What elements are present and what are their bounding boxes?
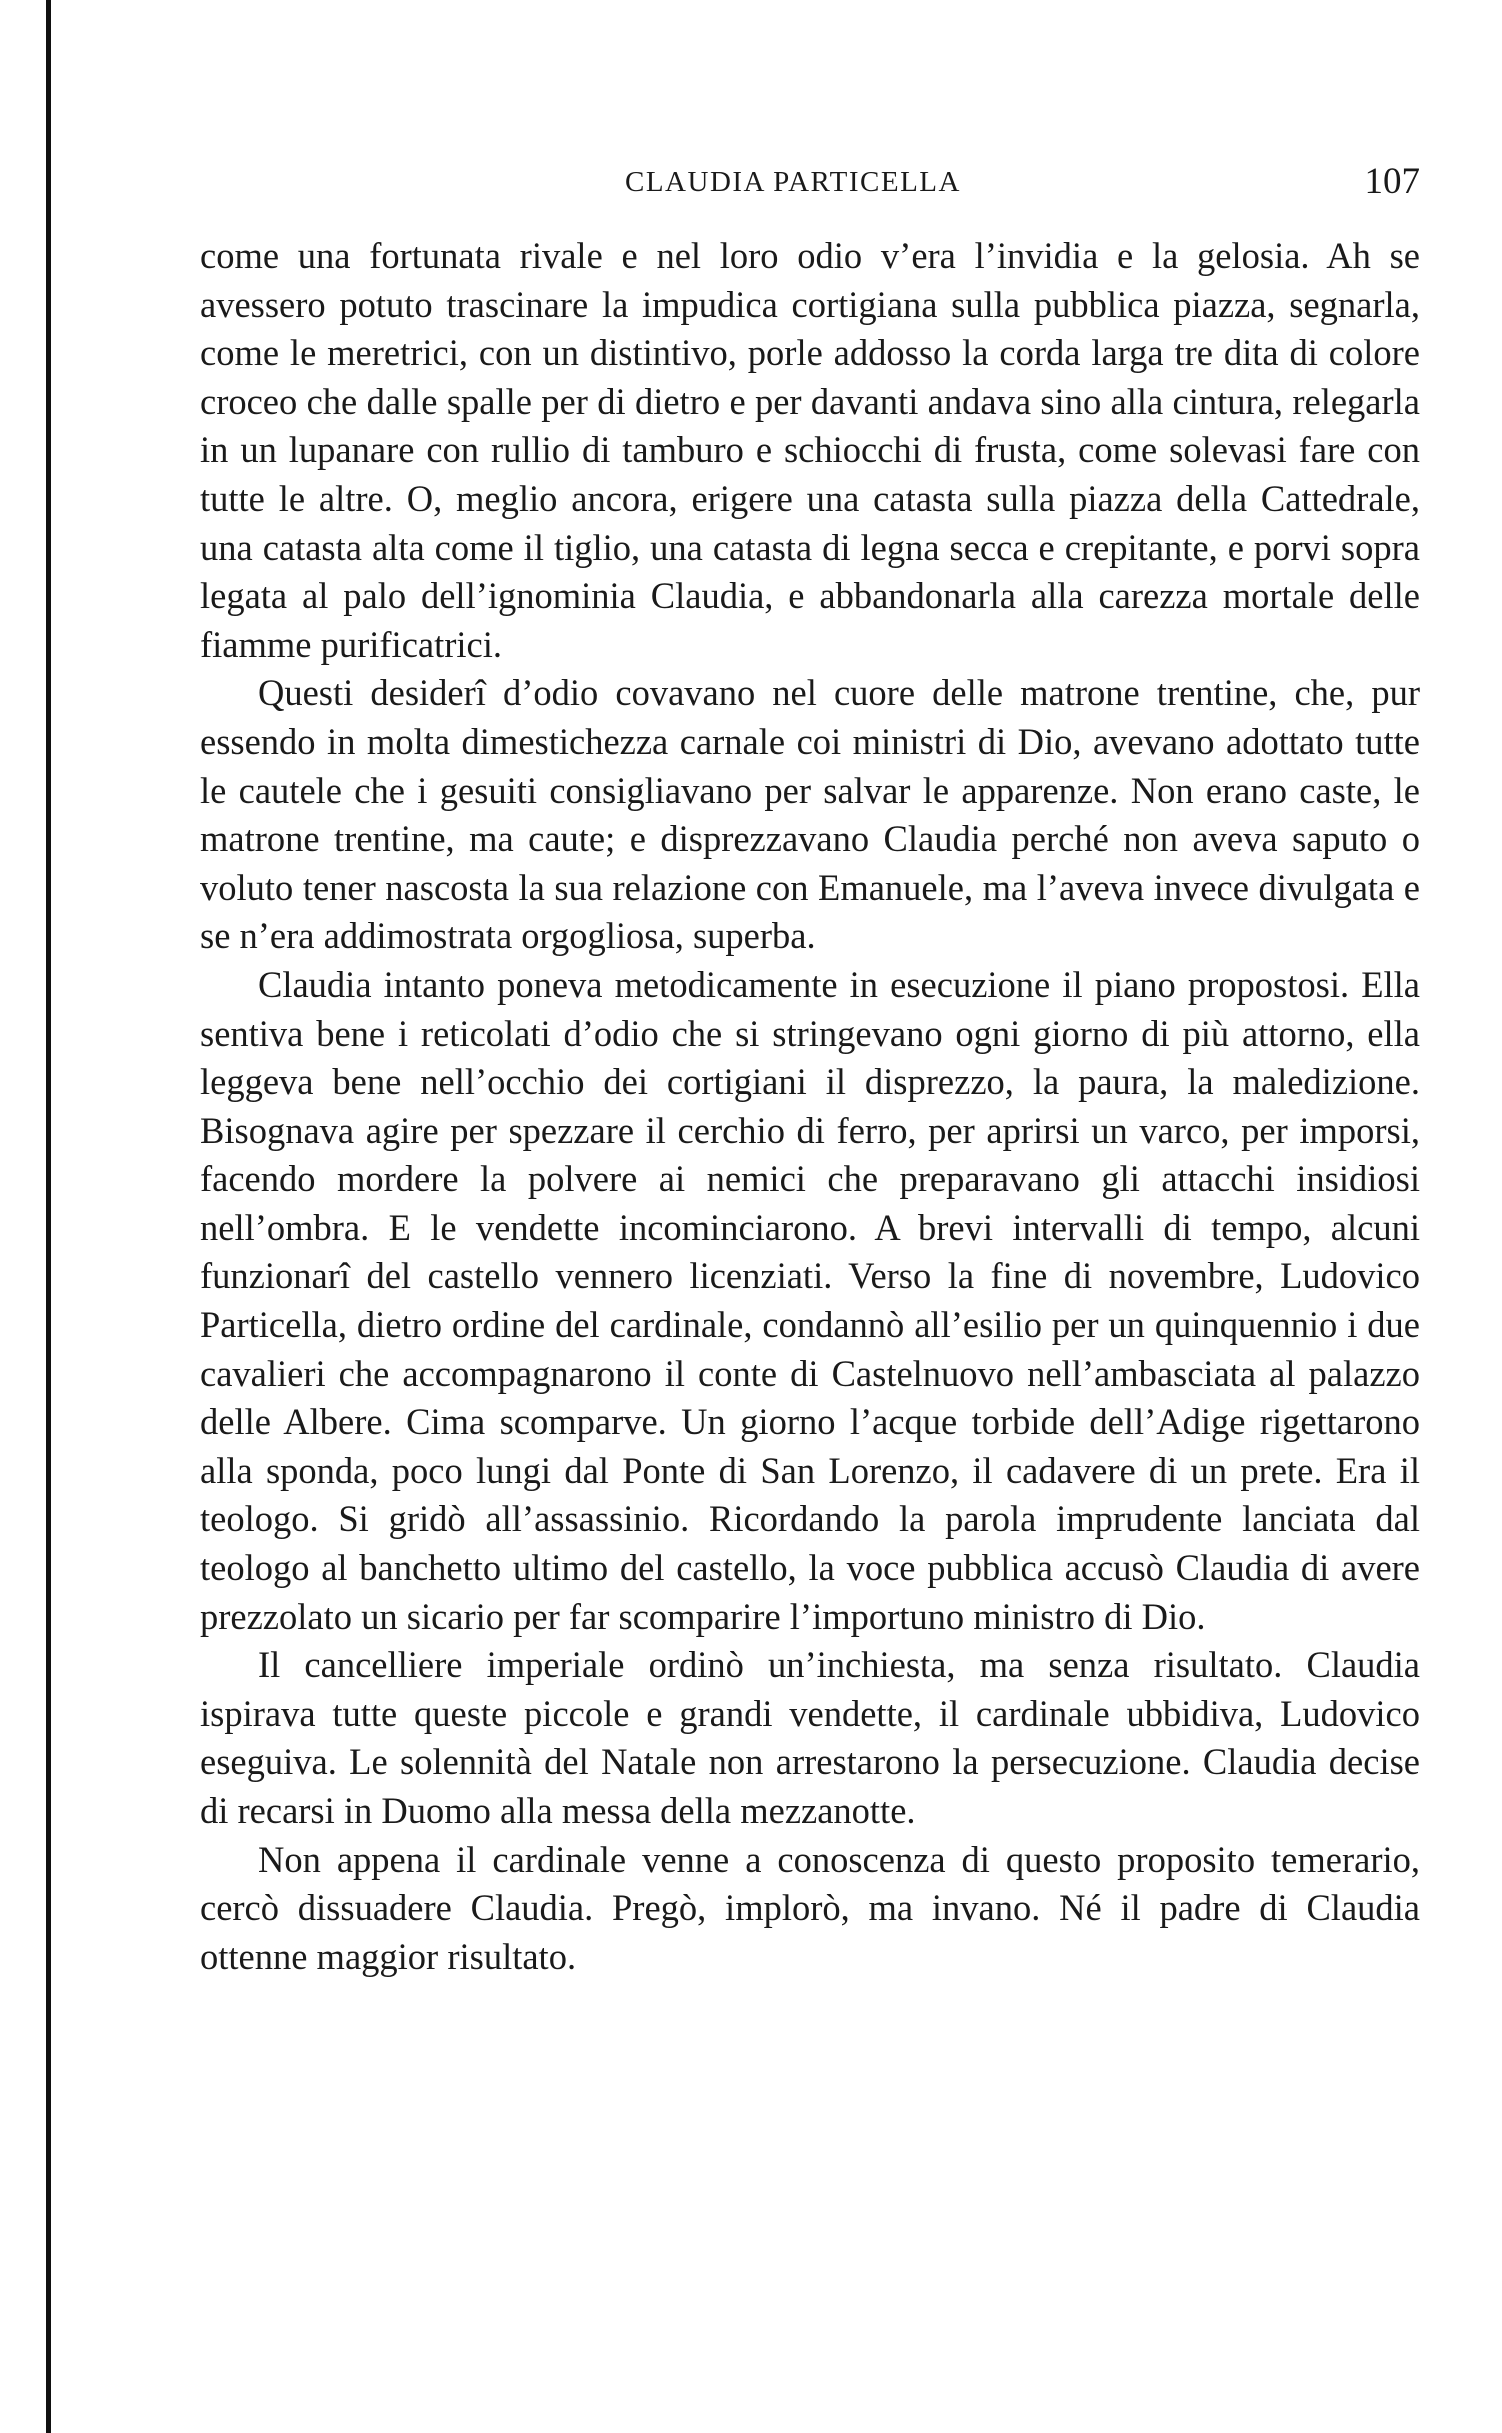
scan-binding-edge [46, 0, 51, 2433]
paragraph: come una fortunata rivale e nel loro odio v’era l’invidia e la gelosia. Ah se avessero potuto trascinare la impudica cortigiana sulla pubblica piazza, segnarla, come le meretrici, con un distintivo, porle addosso la corda larga tre dita di colore croceo che dalle spalle per di dietro e per davanti andava sino alla cintura, relegarla in un lupanare con rullio di tamburo e schiocchi di frusta, come solevasi fare con tutte le altre. O, meglio ancora, erigere una catasta sulla piazza della Cattedrale, una catasta alta come il tiglio, una catasta di legna secca e crepitante, e porvi sopra legata al palo dell’ignominia Claudia, e abbandonarla alla carezza mortale delle fiamme purificatrici. [200, 235, 1420, 665]
paragraph: Questi desiderî d’odio covavano nel cuore delle matrone trentine, che, pur essendo in molta dimestichezza carnale coi ministri di Dio, avevano adottato tutte le cautele che i gesuiti consigliavano per salvar le apparenze. Non erano caste, le matrone trentine, ma caute; e disprezzavano Claudia perché non aveva saputo o voluto tener nascosta la sua relazione con Emanuele, ma l’aveva invece divulgata e se n’era addimostrata orgogliosa, superba. [200, 672, 1420, 957]
page-number: 107 [1364, 161, 1420, 202]
paragraph: Claudia intanto poneva metodicamente in esecuzione il piano propostosi. Ella sentiva bene i reticolati d’odio che si stringevano ogni giorno di più attorno, ella leggeva bene nell’occhio dei cortigiani il disprezzo, la paura, la maledizione. Bisognava agire per spezzare il cerchio di ferro, per aprirsi un varco, per imporsi, facendo mordere la polvere ai nemici che preparavano gli attacchi insidiosi nell’ombra. E le vendette incominciarono. A brevi intervalli di tempo, alcuni funzionarî del castello vennero licenziati. Verso la fine di novembre, Ludovico Particella, dietro ordine del cardinale, condannò all’esilio per un quinquennio i due cavalieri che accompagnarono il conte di Castelnuovo nell’ambasciata al palazzo delle Albere. Cima scomparve. Un giorno l’acque torbide dell’Adige rigettarono alla sponda, poco lungi dal Ponte di San Lorenzo, il cadavere di un prete. Era il teologo. Si gridò all’assassinio. Ricordando la parola imprudente lanciata dal teologo al banchetto ultimo del castello, la voce pubblica accusò Claudia di avere prezzolato un sicario per far scomparire l’importuno ministro di Dio. [200, 963, 1420, 1637]
paragraph: Il cancelliere imperiale ordinò un’inchiesta, ma senza risultato. Claudia ispirava tutte queste piccole e grandi vendette, il cardinale ubbidiva, Ludovico eseguiva. Le solennità del Natale non arrestarono la persecuzione. Claudia decise di recarsi in Duomo alla messa della mezzanotte. [200, 1644, 1420, 1831]
paragraph: Non appena il cardinale venne a conoscenza di questo proposito temerario, cercò dissuadere Claudia. Pregò, implorò, ma invano. Né il padre di Claudia ottenne maggior risultato. [200, 1838, 1420, 1977]
page-header [200, 162, 1420, 212]
running-title: CLAUDIA PARTICELLA [625, 166, 961, 198]
body-text [200, 232, 1420, 1981]
